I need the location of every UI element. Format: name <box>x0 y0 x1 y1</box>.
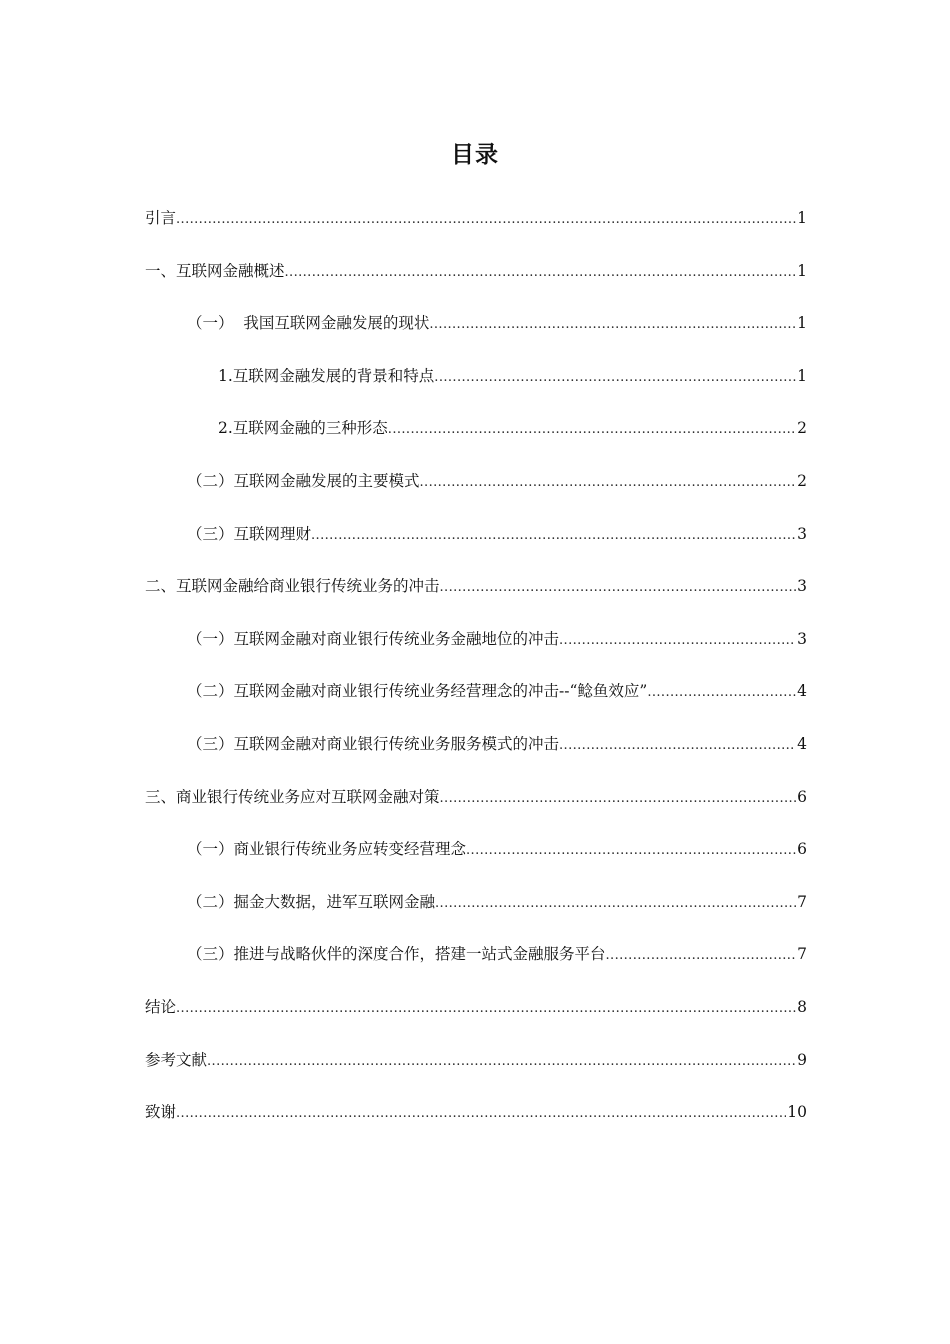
toc-entry[interactable] <box>145 1046 807 1099</box>
toc-entry-label: 二、互联网金融给商业银行传统业务的冲击 <box>145 577 440 596</box>
toc-dot-leader <box>207 1048 796 1076</box>
toc-dot-leader <box>434 364 796 392</box>
toc-entry-label: （一） 我国互联网金融发展的现状 <box>187 314 430 333</box>
toc-entry[interactable] <box>145 572 807 625</box>
toc-entry[interactable] <box>145 204 807 257</box>
toc-dot-leader <box>176 1100 786 1128</box>
toc-dot-leader <box>440 574 797 602</box>
toc-dot-leader <box>466 837 796 865</box>
toc-entry[interactable] <box>145 309 807 362</box>
toc-entry[interactable] <box>145 467 807 520</box>
toc-entry-label: （二）互联网金融发展的主要模式 <box>187 471 420 490</box>
toc-entry-label: （二）互联网金融对商业银行传统业务经营理念的冲击--“鲶鱼效应” <box>187 682 648 701</box>
toc-dot-leader <box>285 259 797 287</box>
toc-page-number: 6 <box>797 787 807 806</box>
toc-entry[interactable] <box>145 940 807 993</box>
table-of-contents <box>145 204 807 1151</box>
toc-page-number: 9 <box>797 1050 807 1069</box>
toc-entry[interactable] <box>145 677 807 730</box>
toc-entry-label: 结论 <box>145 997 177 1016</box>
toc-dot-leader <box>420 469 797 497</box>
toc-entry[interactable] <box>145 520 807 573</box>
toc-entry-label: （三）互联网金融对商业银行传统业务服务模式的冲击 <box>187 734 560 753</box>
toc-page-number: 4 <box>797 682 807 701</box>
toc-entry-label: （一）商业银行传统业务应转变经营理念 <box>187 840 467 859</box>
toc-entry-label: （三）推进与战略伙伴的深度合作，搭建一站式金融服务平台 <box>187 945 606 964</box>
toc-dot-leader <box>559 732 796 760</box>
toc-entry-label: 2.互联网金融的三种形态 <box>218 419 388 438</box>
toc-page-number: 1 <box>797 366 807 385</box>
toc-page-number: 4 <box>797 734 807 753</box>
toc-dot-leader <box>440 785 797 813</box>
toc-page-number: 7 <box>797 892 807 911</box>
toc-page-number: 3 <box>797 524 807 543</box>
toc-page-number: 1 <box>797 261 807 280</box>
toc-entry-label: 三、商业银行传统业务应对互联网金融对策 <box>145 787 440 806</box>
toc-dot-leader <box>559 627 796 655</box>
toc-entry[interactable] <box>145 888 807 941</box>
toc-entry[interactable] <box>145 362 807 415</box>
toc-entry-label: （二）掘金大数据，进军互联网金融 <box>187 892 436 911</box>
toc-page-number: 10 <box>787 1103 807 1122</box>
toc-entry-label: （一）互联网金融对商业银行传统业务金融地位的冲击 <box>187 629 560 648</box>
toc-dot-leader <box>311 522 796 550</box>
toc-page-number: 1 <box>797 314 807 333</box>
toc-entry-label: 一、互联网金融概述 <box>145 261 285 280</box>
toc-entry[interactable] <box>145 625 807 678</box>
toc-dot-leader <box>606 942 797 970</box>
toc-dot-leader <box>429 311 796 339</box>
toc-entry[interactable] <box>145 730 807 783</box>
toc-entry[interactable] <box>145 257 807 310</box>
toc-dot-leader <box>647 679 796 707</box>
toc-dot-leader <box>176 206 796 234</box>
toc-page-number: 1 <box>797 209 807 227</box>
toc-entry-label: 引言 <box>145 209 177 227</box>
toc-entry-label: 1.互联网金融发展的背景和特点 <box>218 366 435 385</box>
toc-dot-leader <box>435 890 796 918</box>
toc-entry[interactable] <box>145 993 807 1046</box>
toc-page-number: 6 <box>797 840 807 859</box>
toc-entry[interactable] <box>145 1098 807 1151</box>
toc-dot-leader <box>176 995 796 1023</box>
toc-entry-label: 参考文献 <box>145 1050 208 1069</box>
toc-page-number: 7 <box>797 945 807 964</box>
toc-entry[interactable] <box>145 414 807 467</box>
toc-entry[interactable] <box>145 783 807 836</box>
toc-dot-leader <box>388 416 796 444</box>
toc-entry-label: 致谢 <box>145 1103 177 1122</box>
toc-entry-label: （三）互联网理财 <box>187 524 312 543</box>
toc-page-number: 3 <box>797 629 807 648</box>
toc-page-number: 3 <box>797 577 807 596</box>
toc-page-number: 8 <box>797 997 807 1016</box>
page-title: 目录 <box>451 142 499 168</box>
toc-page-number: 2 <box>797 471 807 490</box>
toc-entry[interactable] <box>145 835 807 888</box>
toc-page-number: 2 <box>797 419 807 438</box>
